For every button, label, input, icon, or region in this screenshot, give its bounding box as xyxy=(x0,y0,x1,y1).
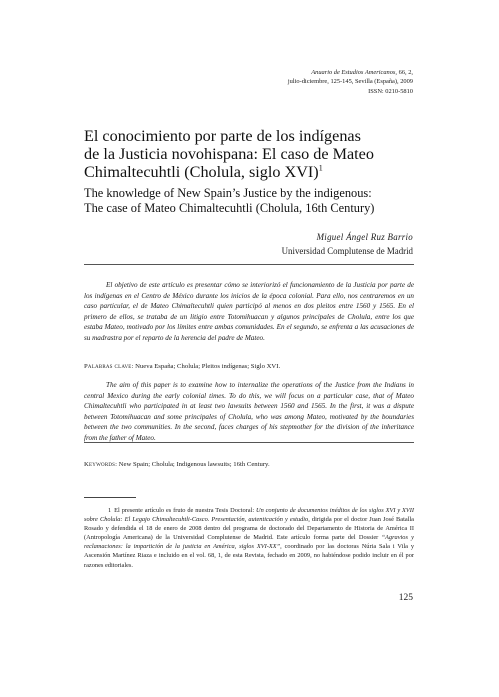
footnote-separator xyxy=(84,497,136,498)
keywords-en-text: : New Spain; Cholula; Indigenous lawsuits; 16th Century. xyxy=(115,461,270,468)
journal-name: Anuario de Estudios Americanos xyxy=(311,69,396,76)
journal-citation-line xyxy=(288,68,413,77)
keywords-es-text: : Nueva España; Cholula; Pleitos indígenas; Siglo XVI. xyxy=(131,363,281,370)
top-divider xyxy=(84,264,414,265)
footnote-text-2: , dirigida por el doctor Juan José Batalla Rosado y defendida el 18 de enero de 2008 dentro del programa de doctorado del Departamento de Historia de América II (Antropología Americana) de la Universidad Complutense de Madrid. Este artículo forma parte del Dossier xyxy=(84,516,415,542)
keywords-es-label: Palabras clave xyxy=(84,363,132,370)
footnote-dossier-title: “Agravios y reclamaciones: la impartición de la justicia en América, siglos XVI-XX” xyxy=(84,534,414,551)
journal-issue-line: julio-diciembre, 125-145, Sevilla (España), 2009 xyxy=(287,78,413,86)
abstract-spanish xyxy=(84,280,414,344)
title-es-line-1: El conocimiento por parte de los indígenas xyxy=(84,127,361,145)
footnote-text-3: , coordinado por las doctoras Núria Sala i Vila y Ascensión Martínez Riaza e incluido en el vol. 68, 1, de esta Revista, fechado en 2009, no habiéndose podido incluir en él por razones editoriales. xyxy=(84,543,414,569)
footnote-1 xyxy=(84,506,414,570)
middle-divider xyxy=(84,442,414,443)
author-affiliation: Universidad Complutense de Madrid xyxy=(281,245,413,256)
abstract-en-text: The aim of this paper is to examine how to internalize the operations of the Justice from the Indians in central Mexico during the early colonial times. To do this, we will focus on a particular case, that of Mateo Chimaltecuhtli who participated in at least two lawsuits between 1560 and 1565. In the first, it was a dispute between Totomihuacan and some principales of Cholula, who was among Mateo, motivated by the boundaries between the two communities. In the second, faces charges of his stepmother for the division of the inheritance from the father of Mateo. xyxy=(84,381,414,442)
abstract-es-text: El objetivo de este artículo es presentar cómo se interiorizó el funcionamiento de la Justicia por parte de los indígenas en el Centro de México durante los inicios de la época colonial. Para ello, nos centraremos en un caso particular, el de Mateo Chimaltecuhtli quien participó al menos en dos pleitos entre 1560 y 1565. En el primero de ellos, se trataba de un litigio entre Totomihuacan y algunos principales de Cholula, entre los que estaba Mateo, motivado por los límites entre ambas comunidades. En el segundo, se enfrenta a las acusaciones de su madrastra por el reparto de la herencia del padre de Mateo. xyxy=(84,281,414,342)
article-title-english xyxy=(84,186,424,216)
keywords-spanish xyxy=(84,362,414,371)
title-footnote-mark[interactable]: 1 xyxy=(318,163,323,173)
journal-volume: , 66, 2, xyxy=(395,69,413,76)
title-es-line-3: Chimaltecuhtli (Cholula, siglo XVI) xyxy=(84,162,319,181)
title-en-line-2: The case of Mateo Chimaltecuhtli (Cholula, 16th Century) xyxy=(84,200,375,215)
author-block xyxy=(282,231,413,259)
keywords-en-label: Keywords xyxy=(84,461,116,468)
abstract-english xyxy=(84,380,414,444)
journal-header xyxy=(288,68,413,96)
title-es-line-2: de la Justicia novohispana: El caso de Mateo xyxy=(84,144,374,163)
article-title-spanish xyxy=(84,128,424,181)
title-en-line-1: The knowledge of New Spain’s Justice by the indigenous: xyxy=(84,186,372,200)
title-es-line-3-wrap xyxy=(84,164,424,182)
author-name: Miguel Ángel Ruz Barrio xyxy=(316,232,413,242)
keywords-english xyxy=(84,460,414,469)
footnote-number: 1 xyxy=(108,507,112,514)
footnote-thesis-title: Un conjunto de documentos inéditos de los siglos XVI y XVII sobre Cholula: El Legajo Chimaltecuhtli-Casco. Presentación, autenticación y estudio xyxy=(84,507,414,524)
journal-issn: ISSN: 0210-5810 xyxy=(368,87,413,95)
page-number: 125 xyxy=(398,593,413,603)
footnote-text-1: El presente artículo es fruto de nuestra Tesis Doctoral: xyxy=(114,507,256,514)
